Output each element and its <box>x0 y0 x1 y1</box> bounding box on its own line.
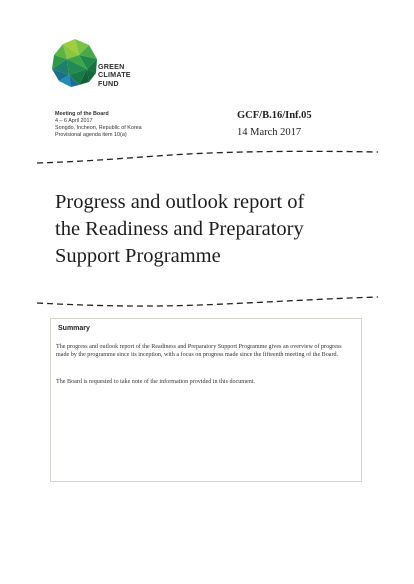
logo-line-fund: FUND <box>98 78 119 88</box>
meeting-agenda-item: Provisional agenda item 10(a) <box>55 132 127 138</box>
summary-heading: Summary <box>58 325 90 332</box>
green-climate-fund-logo-icon <box>49 37 101 89</box>
meeting-title: Meeting of the Board <box>55 111 109 117</box>
logo-line-climate: CLIMATE <box>98 70 131 80</box>
document-title <box>55 189 375 270</box>
meeting-info <box>55 111 142 139</box>
title-line-2: the Readiness and Preparatory <box>55 218 304 240</box>
title-line-3: Support Programme <box>55 245 221 267</box>
summary-paragraph-1: The progress and outlook report of the Readiness and Preparatory Support Programme gives an overview of progress made by the programme since its inception, with a focus on progress made since the fifteenth meeting of the Board. <box>56 344 342 359</box>
title-line-1: Progress and outlook report of <box>55 191 305 213</box>
document-code: GCF/B.16/Inf.05 <box>237 110 312 121</box>
wave-divider-bottom <box>35 292 380 314</box>
logo-line-green: GREEN <box>98 62 125 71</box>
meeting-dates: 4 – 6 April 2017 <box>55 118 93 124</box>
logo-wordmark <box>98 63 131 88</box>
document-date: 14 March 2017 <box>237 127 302 138</box>
meeting-location: Songdo, Incheon, Republic of Korea <box>55 125 142 131</box>
summary-paragraph-2: The Board is requested to take note of the information provided in this document. <box>56 379 256 385</box>
wave-divider-top <box>35 146 380 168</box>
